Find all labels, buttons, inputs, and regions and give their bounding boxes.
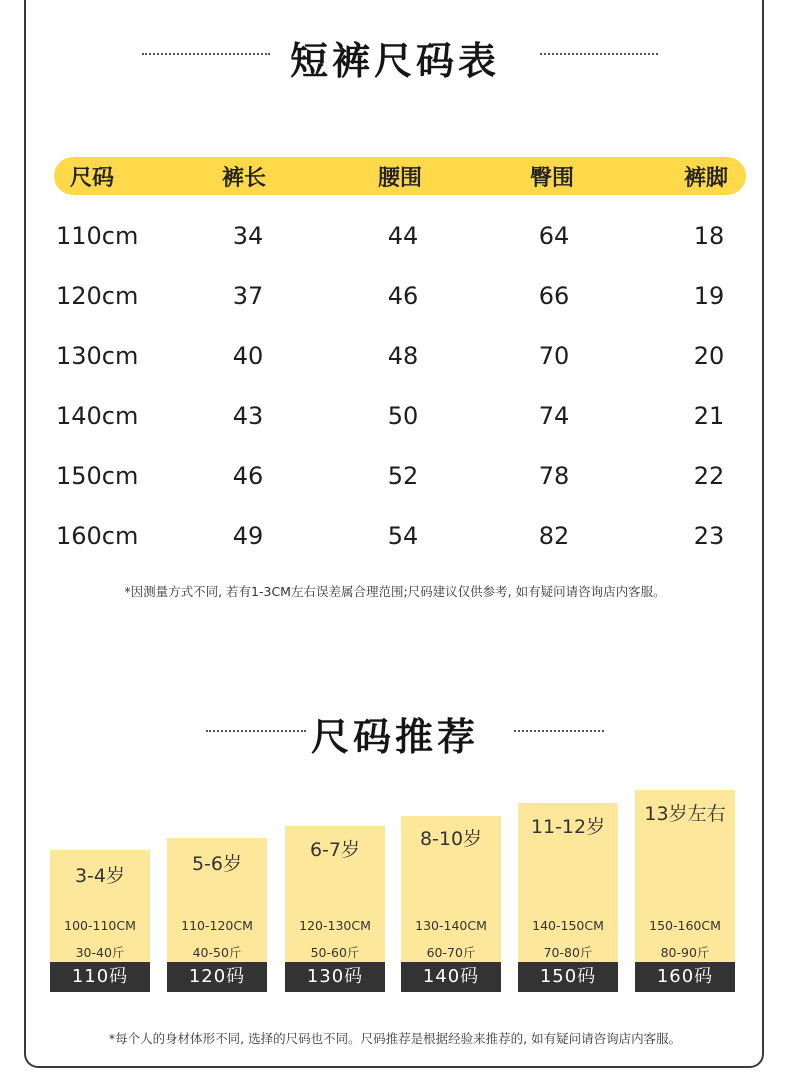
cell-length: 46 (232, 462, 264, 490)
cell-hip: 64 (538, 222, 570, 250)
weight-range: 70-80斤 (543, 945, 593, 960)
title-divider-right (514, 730, 604, 732)
header-hip: 臀围 (530, 166, 575, 191)
cell-leg-opening: 18 (693, 222, 725, 250)
size-recommend-title: 尺码推荐 (310, 715, 479, 759)
age-label: 3-4岁 (74, 865, 126, 887)
cell-size: 120cm (56, 282, 139, 310)
table-row (0, 222, 790, 262)
cell-waist: 44 (387, 222, 419, 250)
title-divider-right (540, 53, 658, 55)
cell-size: 160cm (56, 522, 139, 550)
cell-leg-opening: 23 (693, 522, 725, 550)
cell-waist: 48 (387, 342, 419, 370)
cell-hip: 70 (538, 342, 570, 370)
cell-size: 130cm (56, 342, 139, 370)
weight-range: 50-60斤 (310, 945, 360, 960)
cell-waist: 54 (387, 522, 419, 550)
cell-length: 40 (232, 342, 264, 370)
size-badge: 110码 (50, 962, 150, 992)
age-label: 13岁左右 (644, 803, 726, 825)
cell-leg-opening: 20 (693, 342, 725, 370)
cell-size: 150cm (56, 462, 139, 490)
age-label: 11-12岁 (530, 816, 606, 838)
header-length: 裤长 (222, 166, 267, 191)
cell-leg-opening: 19 (693, 282, 725, 310)
height-range: 100-110CM (64, 918, 136, 933)
table-row (0, 282, 790, 322)
height-range: 110-120CM (181, 918, 253, 933)
cell-leg-opening: 21 (693, 402, 725, 430)
age-label: 5-6岁 (191, 853, 243, 875)
cell-leg-opening: 22 (693, 462, 725, 490)
cell-hip: 82 (538, 522, 570, 550)
age-label: 8-10岁 (419, 828, 483, 850)
recommend-note: *每个人的身材体形不同, 选择的尺码也不同。尺码推荐是根据经验来推荐的, 如有疑问请咨询店内客服。 (108, 1031, 682, 1046)
size-chart-title: 短裤尺码表 (289, 39, 500, 83)
size-badge: 150码 (518, 962, 618, 992)
table-row (0, 522, 790, 562)
weight-range: 30-40斤 (75, 945, 125, 960)
cell-length: 49 (232, 522, 264, 550)
header-leg-opening: 裤脚 (684, 166, 729, 191)
cell-size: 140cm (56, 402, 139, 430)
weight-range: 80-90斤 (660, 945, 710, 960)
height-range: 120-130CM (299, 918, 371, 933)
cell-length: 37 (232, 282, 264, 310)
cell-hip: 66 (538, 282, 570, 310)
cell-waist: 52 (387, 462, 419, 490)
table-row (0, 342, 790, 382)
cell-length: 34 (232, 222, 264, 250)
size-badge: 120码 (167, 962, 267, 992)
height-range: 130-140CM (415, 918, 487, 933)
table-row (0, 462, 790, 502)
cell-waist: 50 (387, 402, 419, 430)
header-size: 尺码 (70, 166, 115, 191)
measurement-note: *因测量方式不同, 若有1-3CM左右误差属合理范围;尺码建议仅供参考, 如有疑问请咨询店内客服。 (124, 584, 666, 599)
cell-waist: 46 (387, 282, 419, 310)
cell-hip: 74 (538, 402, 570, 430)
cell-size: 110cm (56, 222, 139, 250)
cell-length: 43 (232, 402, 264, 430)
size-badge: 130码 (285, 962, 385, 992)
height-range: 150-160CM (649, 918, 721, 933)
age-label: 6-7岁 (309, 839, 361, 861)
weight-range: 60-70斤 (426, 945, 476, 960)
cell-hip: 78 (538, 462, 570, 490)
header-waist: 腰围 (378, 166, 423, 191)
size-badge: 160码 (635, 962, 735, 992)
weight-range: 40-50斤 (192, 945, 242, 960)
table-row (0, 402, 790, 442)
size-badge: 140码 (401, 962, 501, 992)
height-range: 140-150CM (532, 918, 604, 933)
